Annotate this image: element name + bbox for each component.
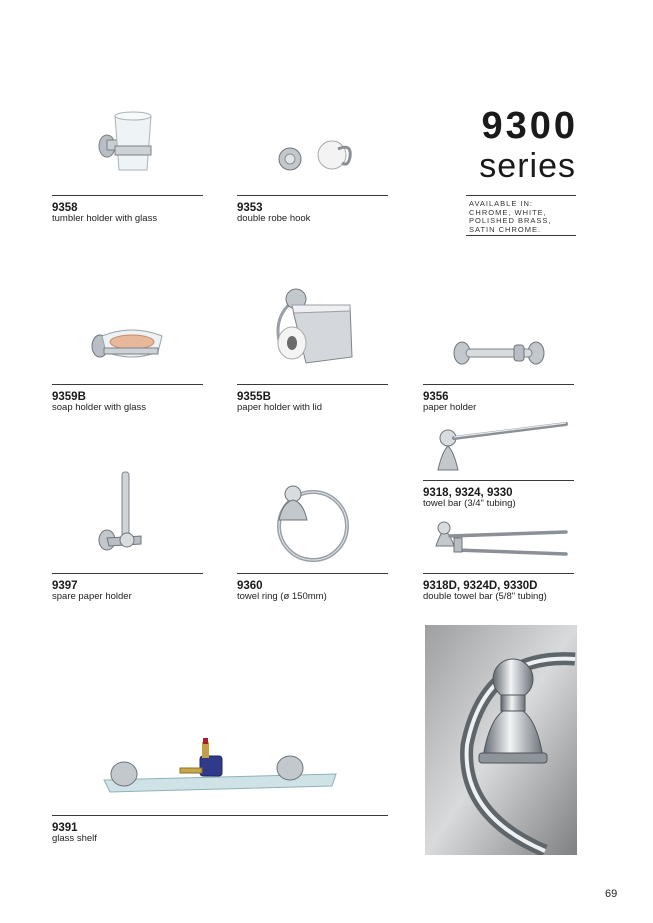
- divider-rule: [237, 195, 388, 196]
- paper-holder-lid-image: [270, 285, 360, 375]
- product-code: 9358: [52, 202, 78, 214]
- divider-rule: [52, 195, 203, 196]
- availability-line: POLISHED BRASS,: [469, 216, 552, 225]
- double-towel-bar-image: [432, 520, 572, 570]
- series-word: series: [479, 147, 576, 185]
- product-code: 9397: [52, 580, 78, 592]
- divider-rule: [237, 573, 388, 574]
- product-description: spare paper holder: [52, 591, 132, 602]
- divider-rule: [423, 573, 574, 574]
- robe-hook-image: [272, 135, 362, 180]
- availability-line: AVAILABLE IN:: [469, 199, 533, 208]
- product-description: paper holder: [423, 402, 477, 413]
- product-description: double towel bar (5/8" tubing): [423, 591, 547, 602]
- product-description: towel ring (ø 150mm): [237, 591, 327, 602]
- divider-rule: [423, 480, 574, 481]
- divider-rule: [237, 384, 388, 385]
- product-description: tumbler holder with glass: [52, 213, 158, 224]
- tumbler-holder-image: [95, 108, 165, 178]
- series-top-rule: [466, 195, 576, 196]
- product-description: soap holder with glass: [52, 402, 146, 413]
- availability-note: [469, 200, 552, 234]
- product-code: 9360: [237, 580, 263, 592]
- soap-holder-image: [88, 318, 168, 368]
- product-description: glass shelf: [52, 833, 97, 844]
- product-code: 9355B: [237, 391, 271, 403]
- towel-ring-image: [265, 480, 355, 565]
- product-code: 9318D, 9324D, 9330D: [423, 580, 538, 592]
- towel-bar-image: [432, 416, 572, 476]
- product-description: towel bar (3/4" tubing): [423, 498, 516, 509]
- product-description: paper holder with lid: [237, 402, 323, 413]
- series-bottom-rule: [466, 235, 576, 236]
- product-description: double robe hook: [237, 213, 311, 224]
- series-number: 9300: [481, 105, 578, 147]
- paper-holder-image: [450, 337, 550, 371]
- divider-rule: [423, 384, 574, 385]
- product-code: 9391: [52, 822, 78, 834]
- product-code: 9359B: [52, 391, 86, 403]
- divider-rule: [52, 573, 203, 574]
- glass-shelf-image: [100, 738, 340, 798]
- page-number: 69: [605, 888, 618, 900]
- availability-line: CHROME, WHITE,: [469, 207, 547, 217]
- spare-paper-holder-image: [95, 468, 155, 558]
- divider-rule: [52, 815, 388, 816]
- product-code: 9318, 9324, 9330: [423, 487, 513, 499]
- towel-ring-photo: [425, 625, 577, 855]
- availability-line: SATIN CHROME.: [469, 224, 542, 234]
- product-code: 9353: [237, 202, 263, 214]
- divider-rule: [52, 384, 203, 385]
- product-code: 9356: [423, 391, 449, 403]
